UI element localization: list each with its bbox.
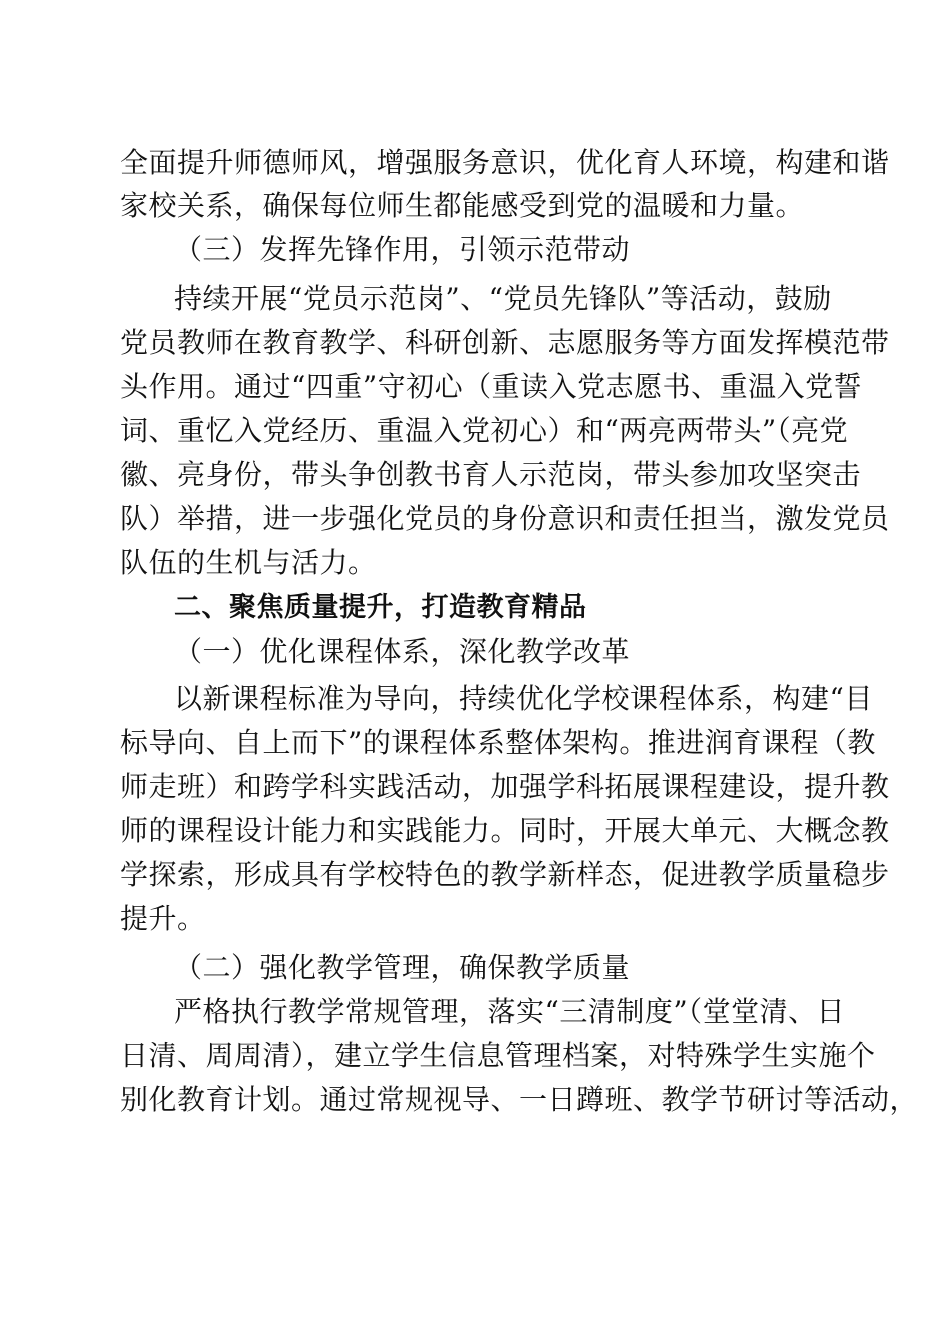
paragraph-line: 队）举措，进一步强化党员的身份意识和责任担当，激发党员 xyxy=(120,502,890,535)
paragraph-line: 师的课程设计能力和实践能力。同时，开展大单元、大概念教 xyxy=(120,814,890,847)
paragraph-line: 队伍的生机与活力。 xyxy=(120,546,377,579)
paragraph-line: 党员教师在教育教学、科研创新、志愿服务等方面发挥模范带 xyxy=(120,326,890,359)
subsection-heading: （三）发挥先锋作用，引领示范带动 xyxy=(174,233,631,266)
subsection-heading: （一）优化课程体系，深化教学改革 xyxy=(174,635,631,668)
paragraph-line: 徽、亮身份，带头争创教书育人示范岗，带头参加攻坚突击 xyxy=(120,458,862,491)
paragraph-line: 全面提升师德师风，增强服务意识，优化育人环境，构建和谐 xyxy=(120,146,890,179)
subsection-heading: （二）强化教学管理，确保教学质量 xyxy=(174,951,631,984)
paragraph-line: 持续开展“党员示范岗”、“党员先锋队”等活动，鼓励 xyxy=(174,282,832,315)
paragraph-line: 严格执行教学常规管理，落实“三清制度”（堂堂清、日 xyxy=(174,995,846,1028)
paragraph-line: 提升。 xyxy=(120,902,206,935)
paragraph-line: 标导向、自上而下”的课程体系整体架构。推进润育课程（教 xyxy=(120,726,876,759)
section-heading: 二、聚焦质量提升，打造教育精品 xyxy=(174,592,587,623)
paragraph-line: 日清、周周清），建立学生信息管理档案，对特殊学生实施个 xyxy=(120,1039,876,1072)
paragraph-line: 头作用。通过“四重”守初心（重读入党志愿书、重温入党誓 xyxy=(120,370,863,403)
paragraph-line: 词、重忆入党经历、重温入党初心）和“两亮两带头”（亮党 xyxy=(120,414,849,447)
paragraph-line: 家校关系，确保每位师生都能感受到党的温暖和力量。 xyxy=(120,189,805,222)
paragraph-line: 以新课程标准为导向，持续优化学校课程体系，构建“目 xyxy=(174,682,873,715)
paragraph-line: 别化教育计划。通过常规视导、一日蹲班、教学节研讨等活动， xyxy=(120,1083,919,1116)
paragraph-line: 学探索，形成具有学校特色的教学新样态，促进教学质量稳步 xyxy=(120,858,890,891)
paragraph-line: 师走班）和跨学科实践活动，加强学科拓展课程建设，提升教 xyxy=(120,770,890,803)
